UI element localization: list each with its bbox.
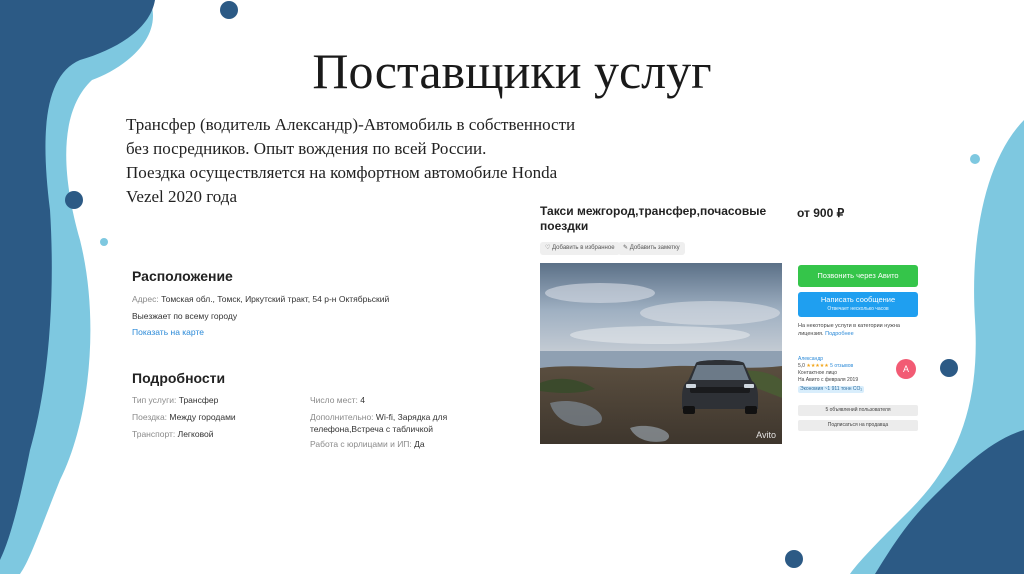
car-photo[interactable] (540, 263, 782, 444)
ad-title-line: поездки (540, 219, 589, 233)
detail-label: Тип услуги: (132, 395, 177, 405)
intro-line: без посредников. Опыт вождения по всей России. (126, 139, 487, 158)
details-right-column (310, 393, 447, 451)
details-left-column (132, 393, 236, 441)
legal-row (310, 437, 447, 451)
address-value: Томская обл., Томск, Иркутский тракт, 54 р-н Октябрьский (161, 294, 390, 304)
dot-right (940, 359, 958, 377)
page-title: Поставщики услуг (312, 43, 712, 99)
dot-top (220, 1, 238, 19)
extra-label: Дополнительно: (310, 412, 374, 422)
photo-watermark: Avito (756, 430, 776, 440)
legal-label: Работа с юрлицами и ИП: (310, 439, 412, 449)
intro-line: Трансфер (водитель Александр)-Автомобиль в собственности (126, 115, 576, 134)
subscribe-seller-button[interactable]: Подписаться на продавца (798, 420, 918, 431)
extra-row (310, 410, 447, 424)
seller-listings-button[interactable]: 5 объявлений пользователя (798, 405, 918, 416)
car-photo-image (540, 263, 782, 444)
address-row (132, 292, 389, 306)
legal-value: Да (414, 439, 425, 449)
show-on-map-link[interactable]: Показать на карте (132, 327, 204, 337)
seller-since: На Авито с февраля 2019 (798, 377, 859, 383)
seller-role: Контактное лицо (798, 370, 838, 376)
message-button-label: Написать сообщение (820, 295, 896, 304)
address-label: Адрес: (132, 294, 159, 304)
seller-rating: 5,0 (798, 363, 805, 369)
intro-text (126, 113, 666, 209)
dot-right-small-1 (970, 154, 980, 164)
detail-value: Между городами (169, 412, 236, 422)
ad-title (540, 204, 790, 234)
detail-row (132, 410, 236, 424)
intro-line: Vezel 2020 года (126, 187, 238, 206)
license-note (798, 322, 922, 338)
seats-value: 4 (360, 395, 365, 405)
seller-eco-badge: Экономия ~1 911 тонн CO₂ (800, 386, 863, 392)
intro-line: Поездка осуществляется на комфортном автомобиле Honda (126, 163, 558, 182)
extra-value-continued: телефона,Встреча с табличкой (310, 424, 433, 434)
detail-value: Легковой (177, 429, 214, 439)
add-to-favorites-button[interactable]: ♡ Добавить в избранное (540, 242, 620, 255)
license-note-text: На некоторые услуги в категории нужна (798, 323, 900, 329)
license-note-text-2: лицензия. (798, 331, 824, 337)
seats-label: Число мест: (310, 395, 358, 405)
detail-label: Поездка: (132, 412, 168, 422)
seller-avatar[interactable]: А (896, 359, 916, 379)
call-via-avito-button[interactable]: Позвонить через Авито (798, 265, 918, 287)
license-more-link[interactable]: Подробнее (825, 331, 854, 337)
dot-left (65, 191, 83, 209)
ad-price: от 900 ₽ (797, 206, 845, 220)
ad-title-line: Такси межгород,трансфер,почасовые (540, 204, 767, 218)
details-heading: Подробности (132, 370, 226, 386)
seller-name[interactable]: Александр (798, 356, 824, 362)
message-response-time: Отвечает несколько часов (827, 306, 889, 312)
seller-info (798, 356, 893, 393)
dot-right-small-2 (995, 353, 1003, 361)
detail-row (132, 427, 236, 441)
detail-value: Трансфер (178, 395, 219, 405)
travel-note: Выезжает по всему городу (132, 311, 238, 321)
write-message-button[interactable] (798, 292, 918, 317)
dot-bottom (785, 550, 803, 568)
location-heading: Расположение (132, 268, 233, 284)
seller-reviews-link[interactable]: 5 отзывов (830, 363, 854, 369)
seats-row (310, 393, 447, 407)
detail-label: Транспорт: (132, 429, 176, 439)
extra-value: Wi-fi, Зарядка для (375, 412, 448, 422)
listing-details-screenshot (128, 262, 478, 458)
ad-card-screenshot (538, 204, 924, 449)
right-dark-wave (875, 430, 1024, 574)
seller-rating-row (798, 363, 893, 370)
rating-stars-icon: ★★★★★ (806, 363, 829, 369)
add-note-button[interactable]: ✎ Добавить заметку (618, 242, 685, 255)
dot-left-small (100, 238, 108, 246)
detail-row (132, 393, 236, 407)
